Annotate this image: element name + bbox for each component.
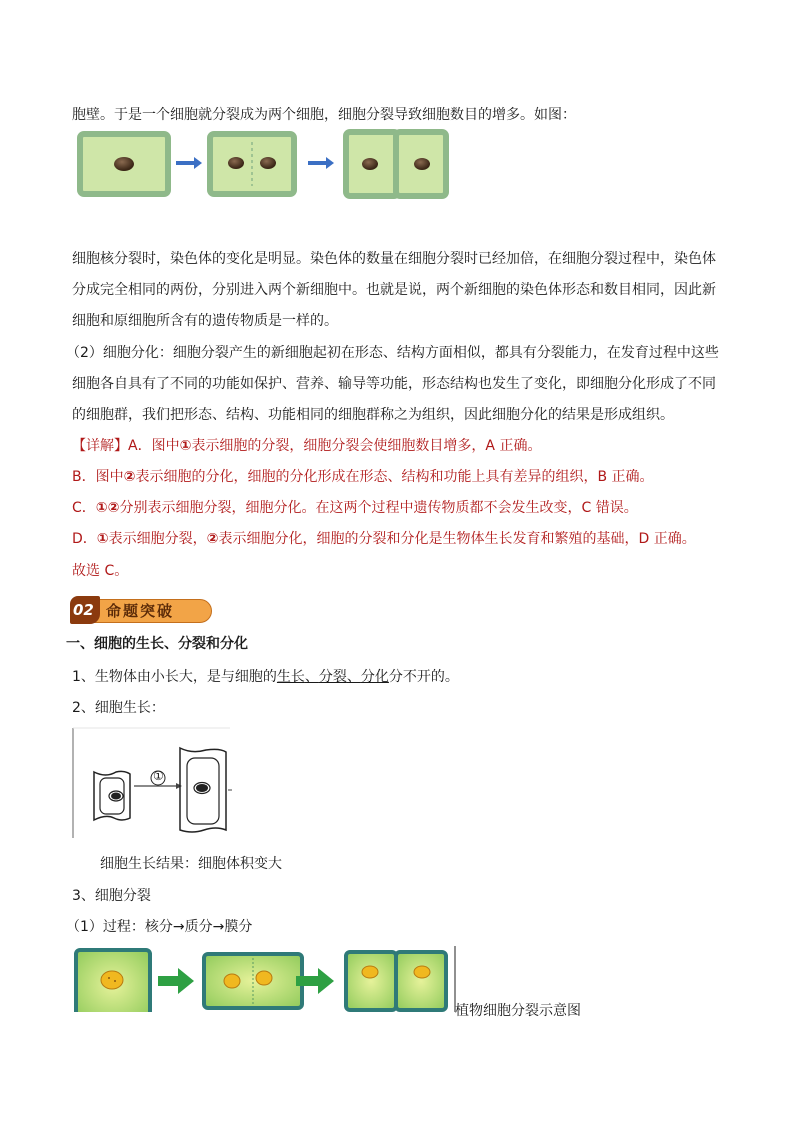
answer-text: A．图中: [128, 438, 180, 454]
answer-text: 分别表示细胞分裂，细胞分化。在这两个过程中遗传物质都不会发生改变，C 错误。: [119, 500, 638, 516]
list-item: [72, 666, 459, 686]
section-heading: 一、细胞的生长、分裂和分化: [66, 636, 248, 652]
answer-text: D．: [72, 531, 97, 547]
separator: 、: [346, 669, 361, 685]
plant-cell-division-figure: [72, 946, 458, 1012]
answer-tag: 【详解】: [72, 438, 128, 454]
figure-caption: 植物细胞分裂示意图: [455, 1003, 581, 1019]
paragraph-line: 胞壁。于是一个细胞就分裂成为两个细胞，细胞分裂导致细胞数目的增多。如图：: [72, 107, 576, 123]
answer-text: 表示细胞分裂，: [108, 531, 207, 547]
list-item: 2、细胞生长：: [72, 700, 165, 716]
underlined-term: 生长: [276, 669, 305, 685]
answer-conclusion: 故选 C。: [72, 563, 129, 579]
growth-step-marker: ①: [153, 769, 164, 783]
item-text: 1、生物体由小长大，是与细胞的: [72, 669, 277, 685]
growth-result: 细胞生长结果：细胞体积变大: [100, 856, 282, 872]
answer-line-c: [72, 497, 638, 517]
answer-text: 表示细胞分化，细胞的分裂和分化是生物体生长发育和繁殖的基础，D 正确。: [218, 531, 696, 547]
cell-division-figure-top: [72, 128, 452, 202]
paragraph-line: 的细胞群，我们把形态、结构、功能相同的细胞群称之为组织，因此细胞分化的结果是形成组织。: [72, 407, 674, 423]
answer-line-d: [72, 528, 696, 548]
step-marker: ②: [123, 469, 136, 485]
paragraph-line: （2）细胞分化：细胞分裂产生的新细胞起初在形态、结构方面相似，都具有分裂能力，在发育过程中这些: [66, 345, 719, 361]
step-marker: ②: [206, 531, 219, 547]
cell-growth-figure: [72, 726, 232, 840]
paragraph-line: 细胞和原细胞所含有的遗传物质是一样的。: [72, 313, 338, 329]
underlined-term: 分化: [360, 669, 389, 685]
answer-text: 表示细胞的分裂，细胞分裂会使细胞数目增多，A 正确。: [191, 438, 542, 454]
step-marker: ①: [179, 438, 192, 454]
step-marker: ①: [96, 531, 109, 547]
paragraph-line: 细胞核分裂时，染色体的变化是明显。染色体的数量在细胞分裂时已经加倍，在细胞分裂过程中，染色体: [72, 251, 716, 267]
answer-line-a: [72, 435, 541, 455]
separator: 、: [304, 669, 319, 685]
paragraph-line: 分成完全相同的两份，分别进入两个新细胞中。也就是说，两个新细胞的染色体形态和数目相同，因此新: [72, 282, 716, 298]
paragraph-line: 细胞各自具有了不同的功能如保护、营养、输导等功能，形态结构也发生了变化，即细胞分化形成了不同: [72, 376, 716, 392]
answer-line-b: [72, 466, 654, 486]
process-steps: （1）过程：核分→质分→膜分: [66, 919, 253, 935]
answer-text: C．: [72, 500, 96, 516]
underlined-term: 分裂: [318, 669, 347, 685]
step-marker: ①②: [95, 500, 120, 516]
answer-text: B．图中: [72, 469, 124, 485]
section-banner: [70, 596, 212, 624]
list-item: 3、细胞分裂: [72, 888, 151, 904]
banner-title: 命题突破: [106, 602, 175, 620]
answer-text: 表示细胞的分化，细胞的分化形成在形态、结构和功能上具有差异的组织，B 正确。: [135, 469, 654, 485]
item-text: 分不开的。: [388, 669, 459, 685]
banner-number: 02: [73, 601, 94, 619]
